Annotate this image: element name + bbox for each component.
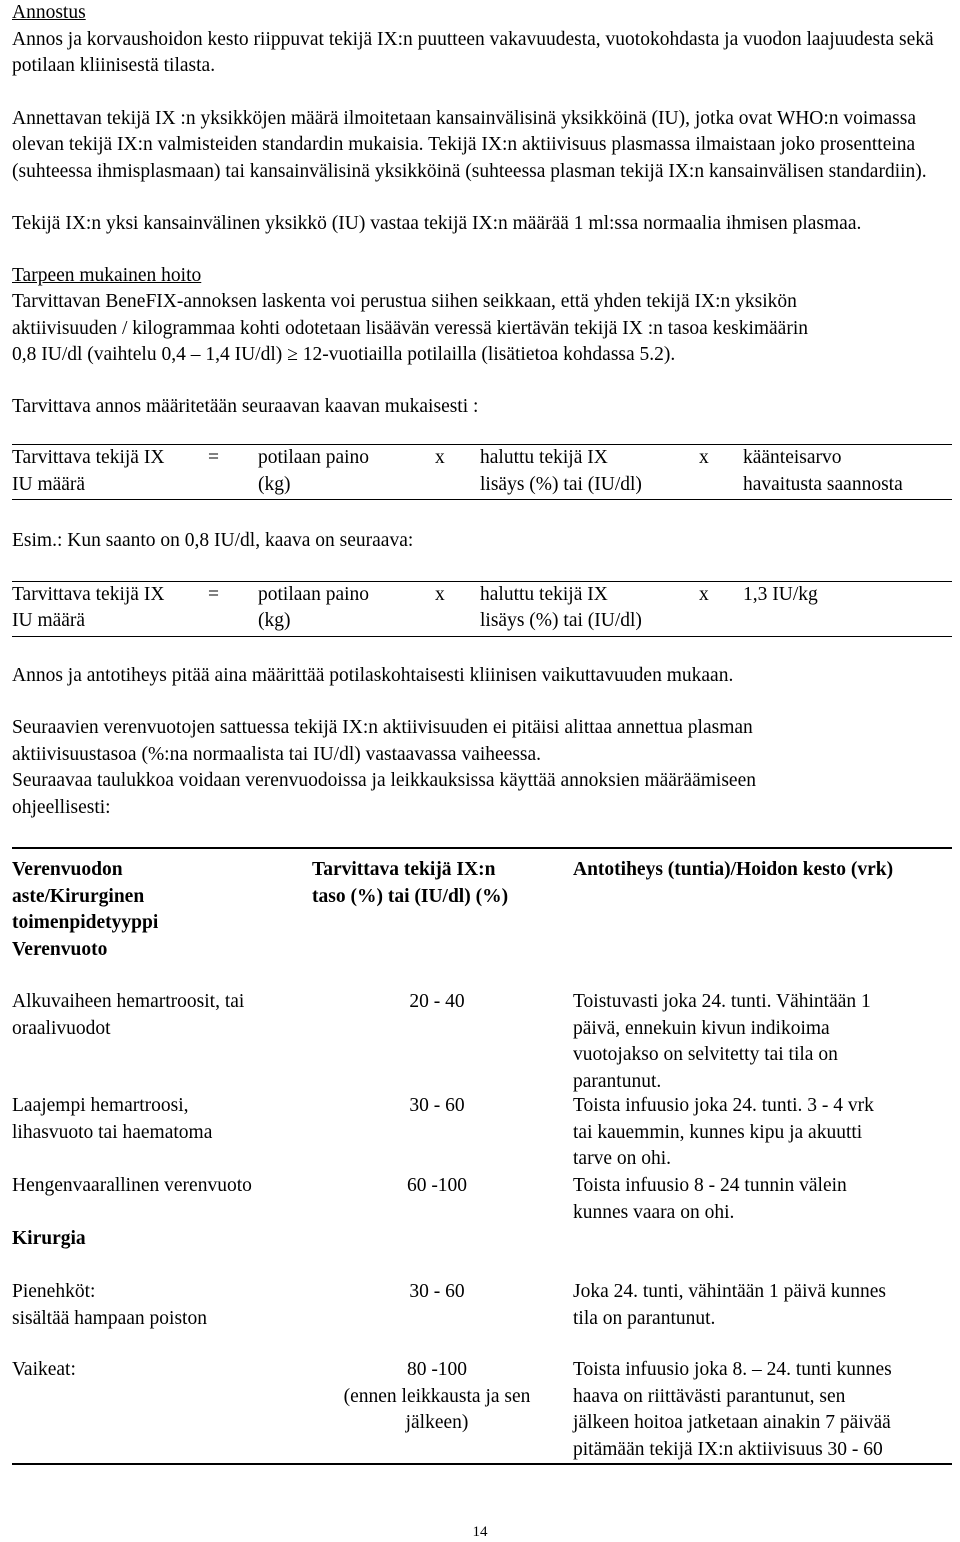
formula-factor: 1,3 IU/kg: [743, 583, 818, 605]
greater-equal-symbol: ≥: [287, 344, 298, 365]
formula-table-example: [12, 582, 952, 637]
tarpeen-line-3: [12, 342, 952, 369]
formula-times-1: x: [435, 447, 445, 468]
after-paragraph-1: Annos ja antotiheys pitää aina määrittää potilaskohtaisesti kliinisen vaikuttavuuden mukaan.: [12, 664, 734, 686]
annostus-heading: Annostus: [12, 2, 86, 23]
formula-table-general: [12, 445, 952, 500]
after-paragraph-3-line-2: ohjeellisesti:: [12, 796, 111, 818]
tarpeen-line-1: Tarvittavan BeneFIX-annoksen laskenta voi perustua siihen seikkaan, että yhden tekijä IX:n yksikön: [12, 291, 797, 312]
after-paragraph-2-line-1: Seuraavien verenvuotojen sattuessa tekijä IX:n aktiivisuuden ei pitäisi alittaa annettua plasman: [12, 717, 753, 738]
example-intro: Esim.: Kun saanto on 0,8 IU/dl, kaava on seuraava:: [12, 530, 414, 551]
formula-times-2: x: [699, 583, 709, 605]
formula-equals: =: [208, 583, 219, 605]
formula-times-1: x: [435, 583, 445, 605]
header-col-3: Antotiheys (tuntia)/Hoidon kesto (vrk): [573, 859, 894, 880]
formula-intro: Tarvittava annos määritetään seuraavan kaavan mukaisesti :: [12, 395, 479, 417]
formula-times-2: x: [699, 447, 709, 468]
table-row: Pienehköt: sisältää hampaan poiston 30 - 60 Joka 24. tunti, vähintään 1 päivä kunnes tila on parantunut.: [12, 1281, 887, 1329]
annostus-paragraph-1: Annos ja korvaushoidon kesto riippuvat tekijä IX:n puutteen vakavuudesta, vuotokohdasta ja vuodon laajuudesta sekä potilaan kliinisestä tilasta.: [12, 28, 934, 76]
document-page: [12, 0, 952, 1465]
table-row: Alkuvaiheen hemartroosit, tai oraalivuodot 20 - 40 Toistuvasti joka 24. tunti. Vähintään 1 päivä, ennekuin kivun indikoima vuotojakso on selvitetty tai tila on parantunut.: [12, 991, 871, 1092]
table-row: Hengenvaarallinen verenvuoto 60 -100 Toista infuusio 8 - 24 tunnin välein kunnes vaara on ohi.: [12, 1175, 847, 1223]
dosing-table-header: [12, 857, 952, 989]
formula-rise: haluttu tekijä IX lisäys (%) tai (IU/dl): [480, 447, 642, 495]
tarpeen-line-2: aktiivisuuden / kilogrammaa kohti odotetaan lisäävän veressä kiertävän tekijä IX :n tasoa keskimäärin: [12, 317, 808, 339]
formula-equals: =: [208, 447, 219, 468]
tarpeen-line-3a: 0,8 IU/dl (vaihtelu 0,4 – 1,4 IU/dl): [12, 344, 288, 365]
formula-rise: haluttu tekijä IX lisäys (%) tai (IU/dl): [480, 583, 642, 631]
formula-recovery: käänteisarvo havaitusta saannosta: [743, 447, 903, 495]
formula-weight: potilaan paino (kg): [258, 447, 370, 495]
tarpeen-line-3b: 12-vuotiailla potilailla (lisätietoa kohdassa 5.2).: [297, 344, 676, 365]
formula-term: Tarvittava tekijä IX IU määrä: [12, 447, 165, 495]
header-col-1: Verenvuodon aste/Kirurginen toimenpidetyyppi Verenvuoto: [12, 859, 159, 960]
annostus-paragraph-3: Tekijä IX:n yksi kansainvälinen yksikkö (IU) vastaa tekijä IX:n määrää 1 ml:ssa normaalia ihmisen plasmaa.: [12, 213, 862, 234]
annostus-paragraph-2: Annettavan tekijä IX :n yksikköjen määrä ilmoitetaan kansainvälisinä yksikköinä (IU), jotka ovat WHO:n voimassa olevan tekijä IX:n valmisteiden standardin mukaisia. Tekijä IX:n aktiivisuus plasmassa ilmaistaan joko prosentteina (suhteessa ihmisplasmaan) tai kansainvälisinä yksikköinä (suhteessa plasman tekijä IX:n kansainvälisen standardiin).: [12, 107, 927, 182]
after-paragraph-3-line-1: Seuraavaa taulukkoa voidaan verenvuodoissa ja leikkauksissa käyttää annoksien määräämiseen: [12, 770, 756, 791]
dosing-table: [12, 847, 952, 1465]
header-col-2: Tarvittava tekijä IX:n taso (%) tai (IU/dl) (%): [312, 859, 509, 907]
formula-term: Tarvittava tekijä IX IU määrä: [12, 583, 165, 631]
table-row: Laajempi hemartroosi, lihasvuoto tai haematoma 30 - 60 Toista infuusio joka 24. tunti. 3 - 4 vrk tai kauemmin, kunnes kipu ja akuutti tarve on ohi.: [12, 1095, 874, 1169]
table-row: Vaikeat: 80 -100 (ennen leikkausta ja sen jälkeen) Toista infuusio joka 8. – 24. tunti kunnes haava on riittävästi parantunut, sen jälkeen hoitoa jatketaan ainakin 7 päivää pitämään tekijä IX:n aktiivisuus 30 - 60: [12, 1359, 892, 1460]
formula-weight: potilaan paino (kg): [258, 583, 370, 631]
table-row-section-kirurgia: Kirurgia: [12, 1228, 86, 1249]
tarpeen-mukainen-heading: Tarpeen mukainen hoito: [12, 264, 202, 286]
after-paragraph-2-line-2: aktiivisuustasoa (%:na normaalista tai IU/dl) vastaavassa vaiheessa.: [12, 743, 542, 765]
page-number: 14: [472, 1524, 488, 1540]
